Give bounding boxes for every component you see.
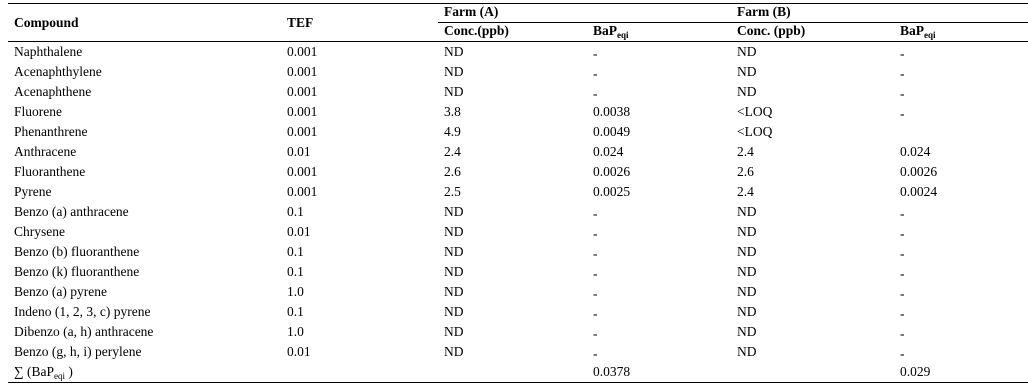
cell-conc-b: <LOQ [737,124,773,139]
cell-conc-a: 2.5 [444,184,461,199]
cell-bap-b: - [900,286,905,301]
header-farm-a: Farm (A) [438,4,731,23]
cell-compound: Chrysene [14,224,65,239]
header-tef: TEF [281,4,438,42]
cell-compound: Fluorene [14,104,62,119]
cell-tef: 0.001 [287,44,318,59]
total-bap-b: 0.029 [894,362,1028,383]
cell-compound: Indeno (1, 2, 3, c) pyrene [14,304,151,319]
table-row [8,342,1028,362]
cell-conc-b: ND [737,264,757,279]
cell-tef: 0.01 [287,224,311,239]
cell-tef: 0.01 [287,344,311,359]
pah-concentration-table [8,3,1028,383]
table-row [8,142,1028,162]
cell-bap-a: - [593,326,598,341]
cell-conc-b: ND [737,64,757,79]
cell-tef: 0.001 [287,124,318,139]
cell-bap-b: - [900,326,905,341]
cell-bap-a: 0.0025 [593,184,631,199]
cell-tef: 0.001 [287,164,318,179]
cell-conc-a: ND [444,284,464,299]
table-header [8,4,1028,42]
cell-conc-a: ND [444,324,464,339]
cell-conc-a: 2.4 [444,144,461,159]
cell-conc-a: 3.8 [444,104,461,119]
cell-bap-a: 0.0026 [593,164,631,179]
cell-bap-b: - [900,66,905,81]
cell-bap-b: - [900,346,905,361]
cell-bap-a: - [593,86,598,101]
cell-tef: 0.001 [287,104,318,119]
cell-conc-b: ND [737,244,757,259]
cell-conc-a: ND [444,64,464,79]
cell-bap-a: 0.0038 [593,104,631,119]
cell-bap-a: - [593,286,598,301]
cell-bap-a: - [593,206,598,221]
cell-tef: 0.001 [287,64,318,79]
cell-bap-b: 0.0024 [900,184,938,199]
cell-bap-a: 0.024 [593,144,624,159]
cell-bap-a: - [593,346,598,361]
table-row [8,322,1028,342]
cell-bap-b: - [900,86,905,101]
cell-compound: Fluoranthene [14,164,86,179]
cell-bap-b: - [900,246,905,261]
header-conc-b: Conc. (ppb) [731,23,894,42]
cell-tef: 0.1 [287,304,304,319]
cell-conc-a: 4.9 [444,124,461,139]
table-row [8,222,1028,242]
cell-compound: Benzo (a) pyrene [14,284,107,299]
total-label-prefix: ∑ (BaP [14,364,54,379]
cell-conc-b: ND [737,304,757,319]
cell-tef: 0.001 [287,84,318,99]
cell-conc-b: 2.4 [737,144,754,159]
table-row [8,262,1028,282]
total-row [8,362,1028,383]
header-conc-a: Conc.(ppb) [438,23,587,42]
cell-conc-b: ND [737,324,757,339]
table-row [8,162,1028,182]
table-row [8,82,1028,102]
cell-conc-b: 2.4 [737,184,754,199]
header-bap-a-text: BaP [593,23,618,38]
header-bap-a [587,23,731,42]
cell-tef: 0.1 [287,204,304,219]
table-body [8,42,1028,383]
cell-bap-b: - [900,266,905,281]
cell-bap-b: 0.024 [900,144,931,159]
cell-tef: 0.001 [287,184,318,199]
cell-conc-a: ND [444,344,464,359]
cell-compound: Dibenzo (a, h) anthracene [14,324,154,339]
pah-table-container [8,3,1028,383]
cell-conc-b: ND [737,284,757,299]
table-row [8,242,1028,262]
table-row [8,62,1028,82]
header-farm-b: Farm (B) [731,4,1028,23]
cell-compound: Benzo (k) fluoranthene [14,264,140,279]
table-row [8,302,1028,322]
table-row [8,42,1028,63]
cell-conc-a: ND [444,224,464,239]
cell-compound: Benzo (g, h, i) perylene [14,344,142,359]
cell-conc-a: ND [444,244,464,259]
table-row [8,202,1028,222]
cell-tef: 1.0 [287,284,304,299]
header-compound: Compound [8,4,281,42]
cell-bap-a: - [593,266,598,281]
total-bap-a: 0.0378 [587,362,731,383]
cell-compound: Benzo (b) fluoranthene [14,244,140,259]
cell-compound: Pyrene [14,184,52,199]
cell-compound: Naphthalene [14,44,83,59]
cell-bap-a: - [593,66,598,81]
cell-bap-b: - [900,106,905,121]
cell-bap-b [894,122,1028,142]
total-label [8,362,281,383]
cell-conc-a: ND [444,44,464,59]
cell-compound: Acenaphthene [14,84,92,99]
cell-bap-b: - [900,46,905,61]
cell-conc-a: ND [444,204,464,219]
cell-conc-b: ND [737,224,757,239]
total-label-suffix: ) [65,364,73,379]
cell-bap-a: - [593,226,598,241]
total-conc-a [438,362,587,383]
cell-bap-a: - [593,46,598,61]
table-row [8,102,1028,122]
cell-bap-a: - [593,306,598,321]
cell-conc-a: 2.6 [444,164,461,179]
cell-compound: Phenanthrene [14,124,88,139]
cell-tef: 1.0 [287,324,304,339]
table-row [8,182,1028,202]
cell-bap-a: 0.0049 [593,124,631,139]
cell-tef: 0.1 [287,264,304,279]
cell-tef: 0.01 [287,144,311,159]
cell-bap-b: - [900,306,905,321]
total-conc-b [731,362,894,383]
header-bap-b-text: BaP [900,23,925,38]
cell-conc-a: ND [444,84,464,99]
table-row [8,282,1028,302]
cell-conc-b: ND [737,84,757,99]
cell-conc-b: 2.6 [737,164,754,179]
cell-bap-a: - [593,246,598,261]
table-row [8,122,1028,142]
cell-conc-b: <LOQ [737,104,773,119]
cell-conc-a: ND [444,304,464,319]
cell-bap-b: - [900,226,905,241]
header-bap-b [894,23,1028,42]
cell-compound: Anthracene [14,144,77,159]
cell-conc-b: ND [737,204,757,219]
cell-compound: Benzo (a) anthracene [14,204,129,219]
cell-conc-b: ND [737,344,757,359]
cell-conc-a: ND [444,264,464,279]
cell-tef: 0.1 [287,244,304,259]
header-bap-b-sub: eqi [924,30,936,40]
cell-bap-b: 0.0026 [900,164,938,179]
cell-bap-b: - [900,206,905,221]
total-label-sub: eqi [54,371,65,381]
header-bap-a-sub: eqi [617,30,629,40]
total-tef [281,362,438,383]
cell-compound: Acenaphthylene [14,64,102,79]
cell-conc-b: ND [737,44,757,59]
